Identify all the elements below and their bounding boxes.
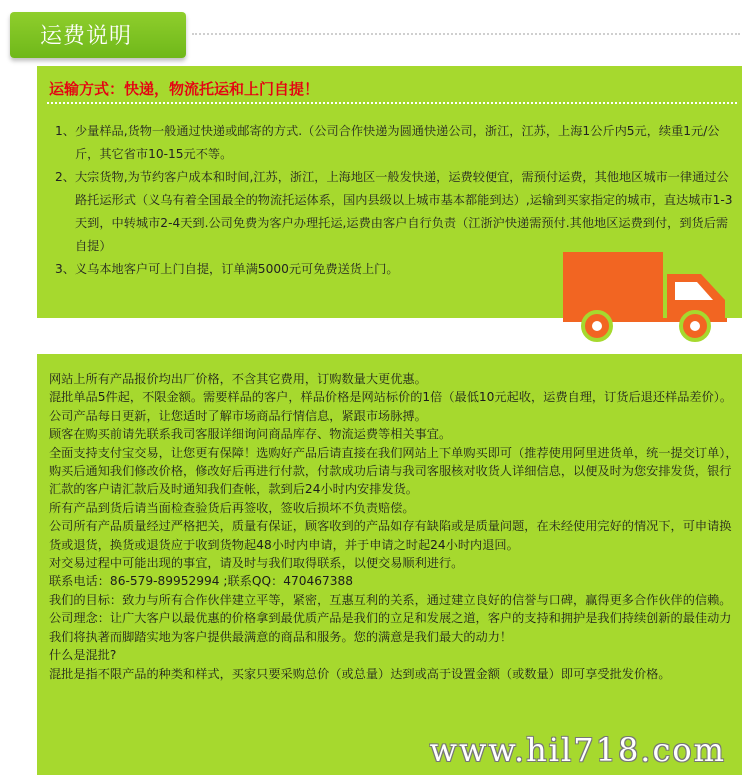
watermark: www.hil718.com xyxy=(429,731,726,769)
info-line: 网站上所有产品报价均出厂价格，不含其它费用，订购数量大更优惠。 xyxy=(49,372,427,386)
info-text xyxy=(49,370,739,683)
shipping-item xyxy=(55,120,735,166)
shipping-item-text: 义乌本地客户可上门自提，订单满5000元可免费送货上门。 xyxy=(75,262,399,276)
info-line: 混批是指不限产品的种类和样式，买家只要采购总价（或总量）达到或高于设置金额（或数量）即可享受批发价格。 xyxy=(49,666,671,681)
section-title: 运费说明 xyxy=(40,24,133,49)
info-line: 我们的目标：致力与所有合作伙伴建立平等，紧密，互惠互利的关系，通过建立良好的信誉与口碑，赢得更多合作伙伴的信赖。 xyxy=(49,592,732,607)
info-line: 什么是混批? xyxy=(49,648,117,663)
shipping-item-text: 大宗货物,为节约客户成本和时间,江苏，浙江，上海地区一般发快递，运费较便宜，需预付运费，其他地区城市一律通过公路托运形式（义乌有着全国最全的物流托运体系，国内县级以上城市基本都能到达）,运输到买家指定的城市，直达城市1-3天到，中转城市2-4天到.公司免费为客户办理托运,运费由客户自行负责（江浙沪快递需预付.其他地区运费到付，到货后需自提） xyxy=(75,170,733,253)
contact-line: 联系电话：86-579-89952994 ;联系QQ：470467388 xyxy=(49,574,354,589)
shipping-item-number: 1、 xyxy=(55,124,75,138)
info-line: 所有产品到货后请当面检查验货后再签收，签收后损坏不负责赔偿。 xyxy=(49,500,415,515)
info-panel xyxy=(37,354,742,775)
shipping-item-number: 2、 xyxy=(55,170,75,184)
info-line: 公司产品每日更新，让您适时了解市场商品行情信息，紧跟市场脉搏。 xyxy=(49,408,427,423)
section-header-tab xyxy=(10,12,186,58)
info-line: 公司理念：让广大客户以最优惠的价格拿到最优质产品是我们的立足和发展之道，客户的支持和拥护是我们持续创新的最佳动力 xyxy=(49,611,732,626)
shipping-divider xyxy=(47,102,737,104)
header-divider xyxy=(192,33,740,35)
info-line: 我们将执著而脚踏实地为客户提供最满意的商品和服务。您的满意是我们最大的动力！ xyxy=(49,629,513,644)
info-line: 顾客在购买前请先联系我司客服详细询问商品库存、物流运费等相关事宜。 xyxy=(49,427,452,442)
shipping-item-number: 3、 xyxy=(55,262,75,276)
info-line: 混批单品5件起，不限金额。需要样品的客户，样品价格是网站标价的1倍（最低10元起收，运费自理，订货后退还样品差价）。 xyxy=(49,390,733,405)
info-line: 公司所有产品质量经过严格把关，质量有保证，顾客收到的产品如存有缺陷或是质量问题，在未经使用完好的情况下，可申请换货或退货，换货或退货应于收到货物起48小时内申请，并于申请之时起24小时内退回。 xyxy=(49,519,732,552)
info-line: 对交易过程中可能出现的事宜，请及时与我们取得联系，以便交易顺利进行。 xyxy=(49,556,464,571)
shipping-item-text: 少量样品,货物一般通过快递或邮寄的方式.（公司合作快递为圆通快递公司，浙江，江苏，上海1公斤内5元，续重1元/公斤，其它省市10-15元不等。 xyxy=(75,124,720,161)
shipping-heading: 运输方式：快递，物流托运和上门自提！ xyxy=(49,80,320,98)
info-line: 全面支持支付宝交易，让您更有保障！选购好产品后请直接在我们网站上下单购买即可（推荐使用阿里进货单，统一提交订单），购买后通知我们修改价格，修改好后再进行付款，付款成功后请与我司客服核对收货人详细信息，以便及时为您安排发货，银行汇款的客户请汇款后及时通知我们查帐，款到后24小时内安排发货。 xyxy=(49,445,738,497)
truck-icon xyxy=(563,228,743,346)
